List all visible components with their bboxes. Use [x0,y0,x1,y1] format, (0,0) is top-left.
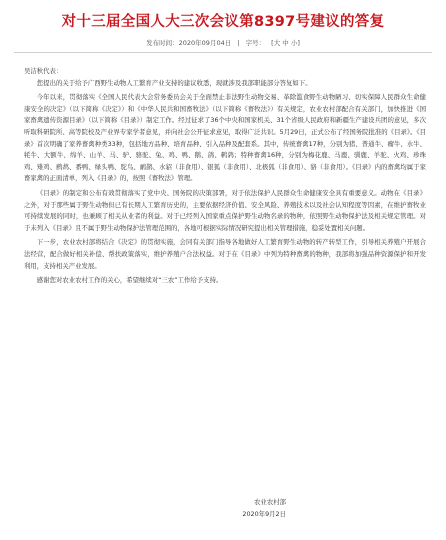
font-size-label: 字号： [245,39,266,47]
paragraph: 《目录》的制定和公布有效贯彻落实了党中央、国务院的决策部署，对于依法保护人民群众生命健康安全具有重要意义。动物在《目录》之外，对于那些属于野生动物但已有长期人工繁育历史的，主要依据经济价值、安全风险、养殖技术以及社会认知程度等因素，在维护畜牧业可持续发展的同时，也兼顾了相关从业者的利益。对于已经列入国家重点保护野生动物名录的物种，依照野生动物保护法及相关规定管理。对于未列入《目录》且不属于野生动物保护法管理范围的，各地可根据实际情况研究提出相关管理措施，稳妥处置相关问题。 [24,188,426,232]
publish-date: 发布时间：2020年09月04日 [146,39,232,47]
salutation: 吴洁秋代表： [24,67,63,75]
paragraph: 感谢您对农业农村工作的关心，希望继续对“三农”工作给予支持。 [36,276,223,285]
article-body [24,66,426,287]
signoff [24,496,404,520]
signoff-organization: 农业农村部 [254,498,286,506]
title-divider [14,52,432,53]
article-meta [0,38,446,47]
paragraph: 下一步，农业农村部将结合《决定》的贯彻实施，会同有关部门指导各地做好人工繁育野生动物的转产转型工作，引导相关养殖户开展合法经营，配合做好相关补偿、帮扶政策落实，维护养殖户合法权益。对于在《目录》中列为特种畜禽的物种，我部将加强品种资源保护和开发利用，支持相关产业发展。 [24,238,426,270]
meta-separator: | [237,39,240,47]
paragraph: 您提出的关于给予广西野生动物人工繁育产业支持的建议收悉，现就涉及我部职能部分答复如下。 [36,78,312,87]
signoff-date: 2020年9月2日 [242,510,286,518]
page-title: 对十三届全国人大三次会议第8397号建议的答复 [61,14,385,30]
paragraph: 今年以来，贯彻落实《全国人民代表大会常务委员会关于全面禁止非法野生动物交易、革除滥食野生动物陋习、切实保障人民群众生命健康安全的决定》（以下简称《决定》）和《中华人民共和国畜牧法》（以下简称《畜牧法》）有关规定，农业农村部配合有关部门，加快推进《国家畜禽遗传资源目录》（以下简称《目录》）制定工作。经过征求了36个中央和国家机关、31个省级人民政府和新疆生产建设兵团的意见，多次听取科研院所、高等院校及产业界专家学者意见，并向社会公开征求意见，取得广泛共识。5月29日，正式公布了经国务院批准的《目录》。《目录》首次明确了家养畜禽种类33种，包括地方品种、培育品种、引入品种及配套系。其中，传统畜禽17种，分别为猪、普通牛、瘤牛、水牛、牦牛、大额牛、绵羊、山羊、马、驴、骆驼、兔、鸡、鸭、鹅、鸽、鹌鹑；特种畜禽16种，分别为梅花鹿、马鹿、驯鹿、羊驼、火鸡、珍珠鸡、雉鸡、鹧鸪、番鸭、绿头鸭、鸵鸟、鸸鹋、水貂（非食用）、银狐（非食用）、北极狐（非食用）、貉（非食用）。《目录》内的畜禽均属于家畜家禽的正面清单，列入《目录》的，按照《畜牧法》管理。 [24,93,427,183]
font-size-selector[interactable]: [大 中 小] [271,39,300,47]
